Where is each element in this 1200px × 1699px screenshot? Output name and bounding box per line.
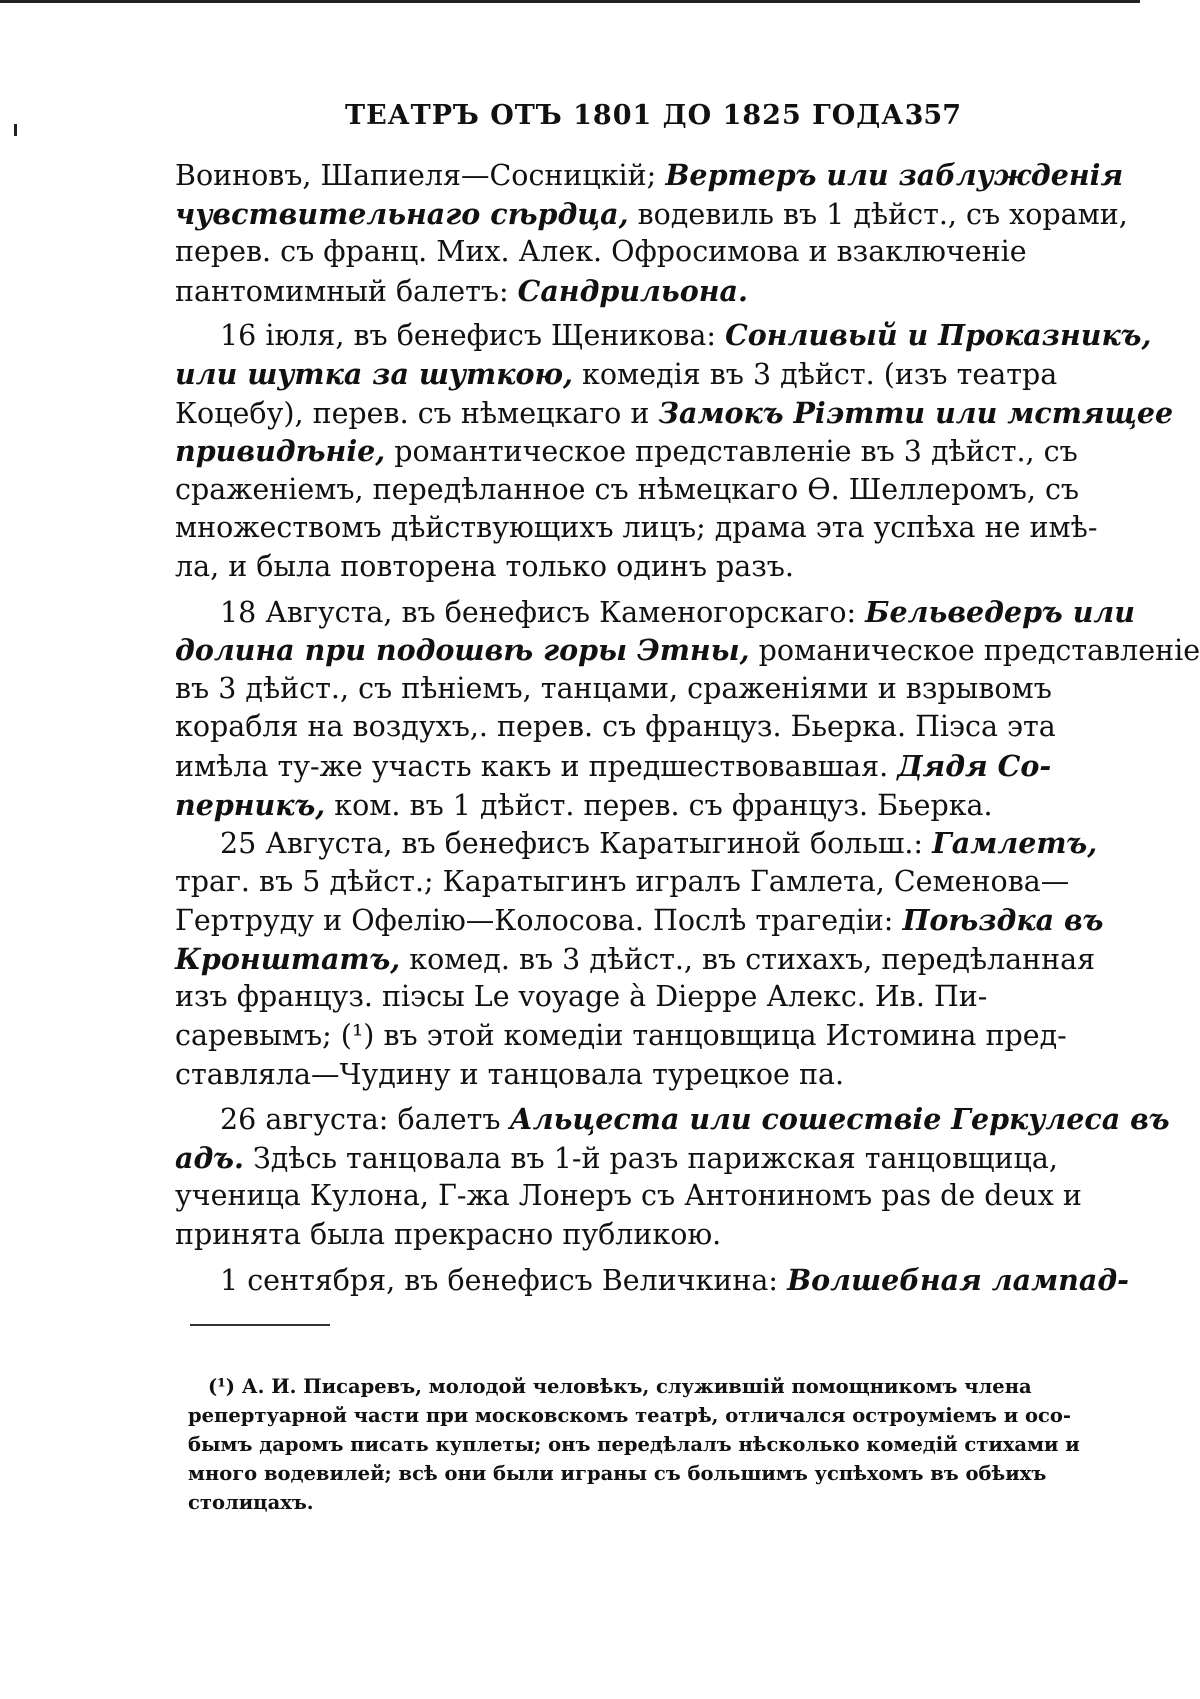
paragraph-start: 18 Августа, въ бенефисъ Каменогорскаго: Бельведеръ или xyxy=(220,594,1135,629)
paragraph-start: 26 августа: балетъ Альцеста или сошествіе Геркулеса въ xyxy=(220,1102,1170,1137)
text-line: ученица Кулона, Г-жа Лонеръ съ Антониномъ pas de deux и xyxy=(175,1179,1082,1213)
text-line: долина при подошвѣ горы Этны, романическое представленіе xyxy=(175,633,1200,668)
text-line: Кронштатъ, комед. въ 3 дѣйст., въ стихахъ, передѣланная xyxy=(175,941,1096,976)
text-line: перев. съ франц. Мих. Алек. Офросимова и взаключеніе xyxy=(175,235,1027,269)
page-number: 357 xyxy=(904,100,961,131)
footnote-line: бымъ даромъ писать куплеты; онъ передѣлалъ нѣсколько комедій стихами и xyxy=(188,1433,1080,1456)
text-line: Воиновъ, Шапиеля—Сосницкій; Вертеръ или заблужденія xyxy=(175,158,1124,192)
text-line: въ 3 дѣйст., съ пѣніемъ, танцами, сраженіями и взрывомъ xyxy=(175,671,1052,705)
paragraph-start: 1 сентября, въ бенефисъ Величкина: Волшебная лампад- xyxy=(220,1262,1129,1297)
text-line: изъ француз. піэсы Le voyage à Dieppe Алекс. Ив. Пи- xyxy=(175,980,988,1014)
text-line: адъ. Здѣсь танцовала въ 1-й разъ парижская танцовщица, xyxy=(175,1140,1058,1175)
paragraph-start: 25 Августа, въ бенефисъ Каратыгиной больш.: Гамлетъ, xyxy=(220,826,1098,861)
text-line: ла, и была повторена только одинъ разъ. xyxy=(175,549,794,583)
text-line: привидѣніе, романтическое представленіе въ 3 дѣйст., съ xyxy=(175,434,1078,469)
running-title: ТЕАТРЪ ОТЪ 1801 ДО 1825 ГОДА. xyxy=(345,100,915,131)
text-line: пантомимный балетъ: Сандрильона. xyxy=(175,273,748,308)
page-header xyxy=(175,100,961,140)
footnote xyxy=(188,1372,1080,1517)
text-line: перникъ, ком. въ 1 дѣйст. перев. съ француз. Бьерка. xyxy=(175,787,993,822)
text-line: ставляла—Чудину и танцовала турецкое па. xyxy=(175,1057,845,1091)
footnote-line: столицахъ. xyxy=(188,1491,314,1514)
footnote-line: (¹) А. И. Писаревъ, молодой человѣкъ, служившій помощникомъ члена xyxy=(208,1375,1032,1398)
body-text xyxy=(175,156,1200,1299)
text-line: корабля на воздухъ,. перев. съ француз. Бьерка. Піэса эта xyxy=(175,710,1056,744)
footnote-line: много водевилей; всѣ они были играны съ большимъ успѣхомъ въ обѣихъ xyxy=(188,1462,1047,1485)
text-line: имѣла ту-же участь какъ и предшествовавшая. Дядя Со- xyxy=(175,748,1052,783)
text-line: Гертруду и Офелію—Колосова. Послѣ трагедіи: Поѣздка въ xyxy=(175,903,1104,938)
text-line: сраженіемъ, передѣланное съ нѣмецкаго Ѳ. Шеллеромъ, съ xyxy=(175,472,1080,506)
text-line: чувствительнаго сѣрдца, водевиль въ 1 дѣйст., съ хорами, xyxy=(175,196,1128,231)
footnote-line: репертуарной части при московскомъ театрѣ, отличался остроуміемъ и осо- xyxy=(188,1404,1072,1427)
text-line: Коцебу), перев. съ нѣмецкаго и Замокъ Ріэтти или мстящее xyxy=(175,395,1174,430)
text-line: или шутка за шуткою, комедія въ 3 дѣйст. (изъ театра xyxy=(175,356,1058,391)
paragraph-start: 16 іюля, въ бенефисъ Щеникова: Сонливый и Проказникъ, xyxy=(220,318,1152,353)
text-line: саревымъ; (¹) въ этой комедіи танцовщица Истомина пред- xyxy=(175,1019,1067,1053)
footnote-separator xyxy=(190,1324,330,1326)
scan-top-edge xyxy=(0,0,1140,3)
text-line: траг. въ 5 дѣйст.; Каратыгинъ игралъ Гамлета, Семенова— xyxy=(175,864,1070,898)
text-line: множествомъ дѣйствующихъ лицъ; драма эта успѣха не имѣ- xyxy=(175,511,1098,545)
margin-mark xyxy=(14,124,17,136)
text-line: принята была прекрасно публикою. xyxy=(175,1218,722,1252)
